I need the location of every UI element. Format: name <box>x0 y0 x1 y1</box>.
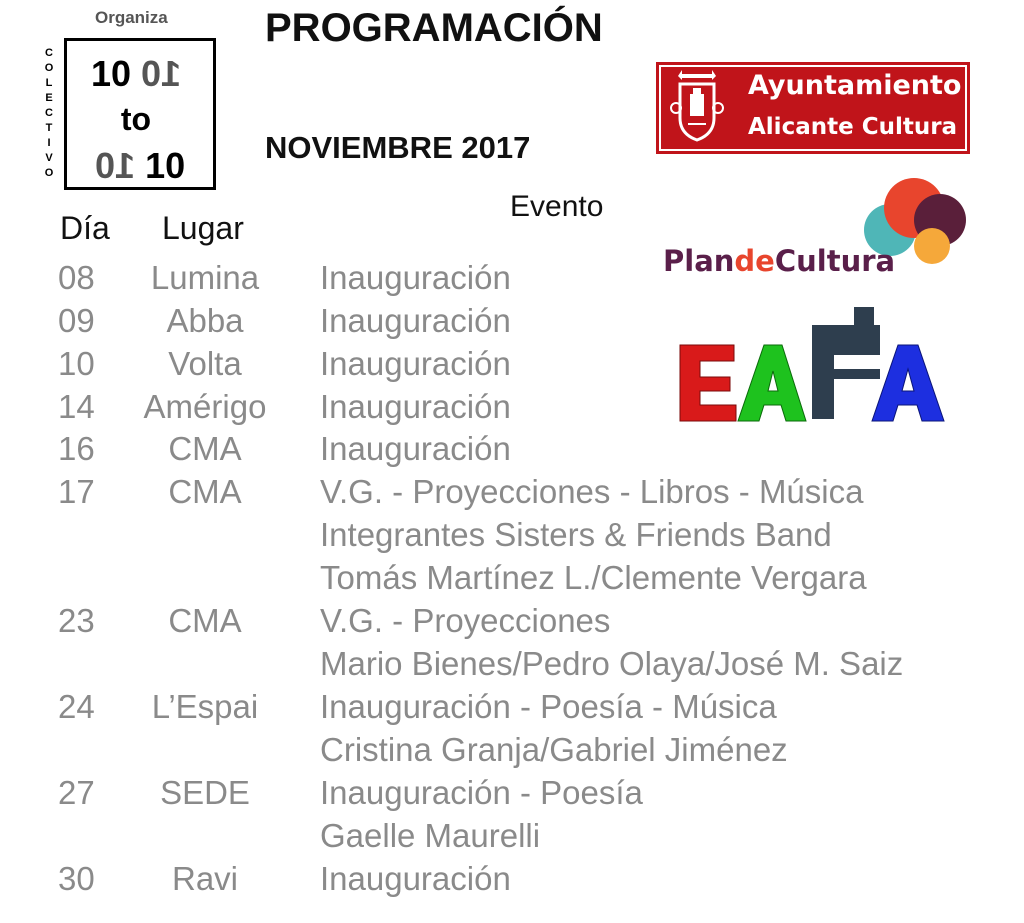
row-lugar: CMA <box>168 602 242 639</box>
row-evento: Inauguración <box>320 259 511 296</box>
row-evento: Gaelle Maurelli <box>320 817 541 854</box>
header-evento: Evento <box>510 190 604 223</box>
row-evento: Inauguración <box>320 860 511 897</box>
row-evento: Inauguración <box>320 345 511 382</box>
plan-de-cultura-logo <box>663 244 895 278</box>
coat-of-arms-icon <box>668 68 726 146</box>
row-evento: Mario Bienes/Pedro Olaya/José M. Saiz <box>320 645 904 682</box>
row-evento: Inauguración - Poesía <box>320 774 643 811</box>
row-dia: 17 <box>58 473 95 510</box>
row-lugar: Lumina <box>150 259 260 296</box>
logo-number-mirrored: 10 <box>95 145 136 186</box>
colectivo-letter: C <box>45 47 53 59</box>
row-dia: 08 <box>58 259 95 296</box>
row-lugar: SEDE <box>160 774 250 811</box>
colectivo-letter: V <box>45 152 53 164</box>
colectivo-letter: C <box>45 107 53 119</box>
row-dia: 23 <box>58 602 95 639</box>
colectivo-letter: O <box>44 62 54 74</box>
colectivo-letter: E <box>45 92 53 104</box>
colectivo-letter: L <box>45 77 53 89</box>
row-evento: V.G. - Proyecciones <box>320 602 611 639</box>
logo-line-1 <box>91 53 237 95</box>
row-lugar: CMA <box>168 473 242 510</box>
row-lugar: Abba <box>166 302 244 339</box>
colectivo-letter: O <box>44 167 54 179</box>
logo-number-mirrored: 10 <box>141 53 182 94</box>
logo-number: 10 <box>91 53 132 94</box>
header-lugar: Lugar <box>162 210 244 246</box>
alicante-cultura-text: Alicante Cultura <box>748 114 958 140</box>
eafa-text: EAFA <box>678 305 681 306</box>
ayuntamiento-text: Ayuntamiento <box>748 70 962 101</box>
logo-line-2: to <box>120 101 152 137</box>
row-evento: Cristina Granja/Gabriel Jiménez <box>320 731 788 768</box>
row-dia: 27 <box>58 774 95 811</box>
logo-line-3 <box>95 145 241 187</box>
colectivo-letter: I <box>47 137 51 149</box>
ayuntamiento-logo <box>656 62 970 154</box>
row-evento: Inauguración <box>320 388 511 425</box>
plan-text: Plan <box>663 244 735 278</box>
row-dia: 24 <box>58 688 95 725</box>
row-dia: 14 <box>58 388 95 425</box>
row-dia: 10 <box>58 345 95 382</box>
page-title: PROGRAMACIÓN <box>265 6 603 50</box>
organiza-label: Organiza <box>95 8 168 27</box>
eafa-logo <box>678 305 948 425</box>
row-lugar: Volta <box>168 345 242 382</box>
row-dia: 09 <box>58 302 95 339</box>
header-dia: Día <box>60 210 110 246</box>
row-evento: V.G. - Proyecciones - Libros - Música <box>320 473 864 510</box>
colectivo-vertical-text <box>42 46 56 181</box>
row-dia: 16 <box>58 430 95 467</box>
row-lugar: Amérigo <box>143 388 267 425</box>
logo-number: 10 <box>145 145 186 186</box>
row-lugar: Ravi <box>171 860 239 897</box>
row-lugar: L’Espai <box>151 688 259 725</box>
10-to-10-logo <box>64 38 216 190</box>
row-lugar: CMA <box>168 430 242 467</box>
month-title: NOVIEMBRE 2017 <box>265 130 531 165</box>
row-evento: Inauguración <box>320 302 511 339</box>
row-evento: Tomás Martínez L./Clemente Vergara <box>320 559 867 596</box>
row-dia: 30 <box>58 860 95 897</box>
row-evento: Inauguración - Poesía - Música <box>320 688 777 725</box>
row-evento: Integrantes Sisters & Friends Band <box>320 516 832 553</box>
colectivo-letter: T <box>45 122 53 134</box>
de-text: de <box>734 244 775 278</box>
row-evento: Inauguración <box>320 430 511 467</box>
cultura-text: Cultura <box>774 244 896 278</box>
